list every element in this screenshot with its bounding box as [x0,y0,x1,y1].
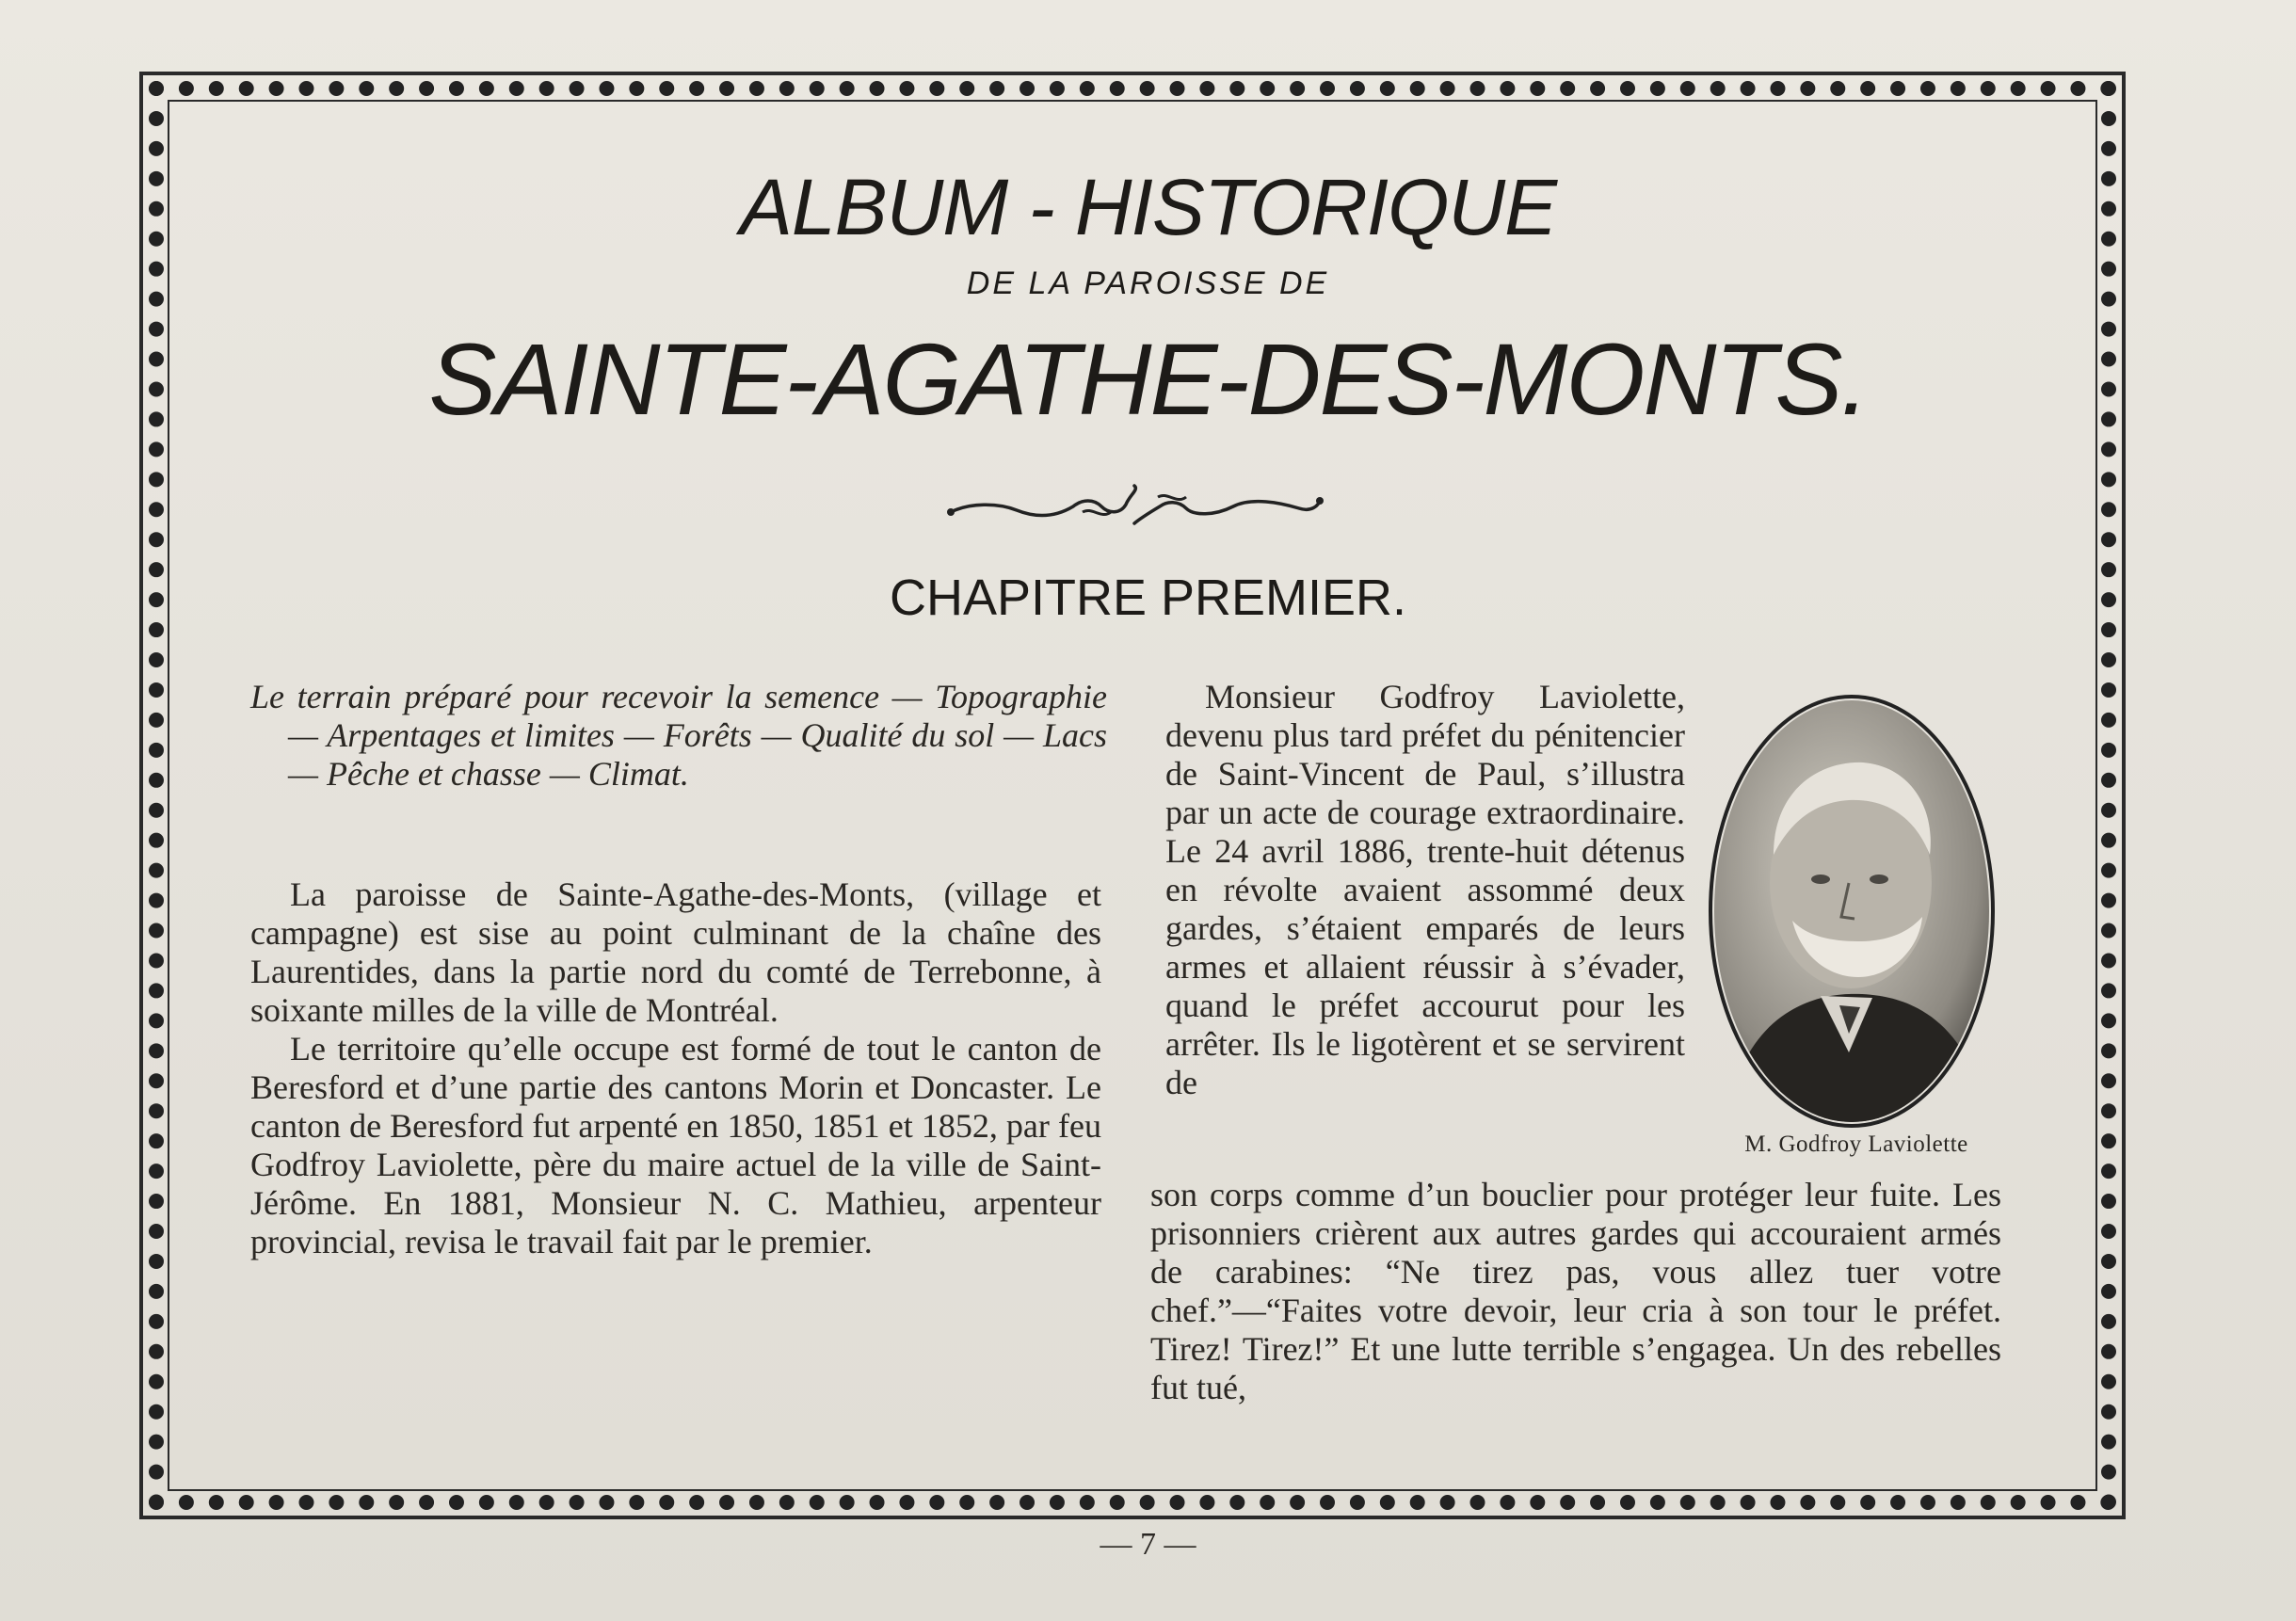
album-title: ALBUM - HISTORIQUE [739,163,1557,251]
chapter-summary [250,678,1107,794]
parish-name: SAINTE-AGATHE-DES-MONTS. [428,322,1868,436]
paragraph: Le territoire qu’elle occupe est formé de tout le canton de Beresford et d’une partie des cantons Morin et Doncaster. Le canton de Beresford fut arpenté en 1850, 1851 et 1852, par feu Godfroy Laviolette, père du maire actuel de la ville de Saint-Jérôme. En 1881, Monsieur N. C. Mathieu, arpenteur provincial, revisa le travail fait par le premier. [250,1030,1101,1260]
summary-text: Le terrain préparé pour recevoir la semence — Topographie — Arpentages et limites — Forêts — Qualité du sol — Lacs — Pêche et chasse — Climat. [250,678,1107,793]
paragraph: son corps comme d’un bouclier pour protéger leur fuite. Les prisonniers crièrent aux autres gardes qui accouraient armés de carabines: “Ne tirez pas, vous allez tuer votre chef.”—“Faites votre devoir, leur cria à son tour le préfet. Tirez! Tirez!” Et une lutte terrible s’engagea. Un des rebelles fut tué, [1150,1176,2001,1406]
portrait-photo [1708,695,1996,1128]
right-column-lower [1150,1176,2001,1407]
paragraph: La paroisse de Sainte-Agathe-des-Monts, (village et campagne) est sise au point culminant de la chaîne des Laurentides, dans la partie nord du comté de Terrebonne, à soixante milles de la ville de Montréal. [250,875,1101,1029]
left-column [250,875,1101,1261]
paragraph: Monsieur Godfroy Laviolette, devenu plus tard préfet du pénitencier de Saint-Vincent de Paul, s’illustra par un acte de courage extraordinaire. Le 24 avril 1886, trente-huit détenus en révolte avaient assommé deux gardes, s’étaient emparés de leurs armes et allaient réussir à s’évader, quand le préfet accourut pour les arrêter. Ils le ligotèrent et se servirent de [1165,678,1685,1101]
right-column-upper [1165,678,1685,1102]
page-number: — 7 — [1100,1527,1196,1562]
portrait-caption: M. Godfroy Laviolette [1744,1131,1968,1157]
album-subtitle: DE LA PAROISSE DE [966,265,1330,301]
flourish-ornament-icon [941,478,1327,531]
chapter-heading: CHAPITRE PREMIER. [889,570,1407,626]
